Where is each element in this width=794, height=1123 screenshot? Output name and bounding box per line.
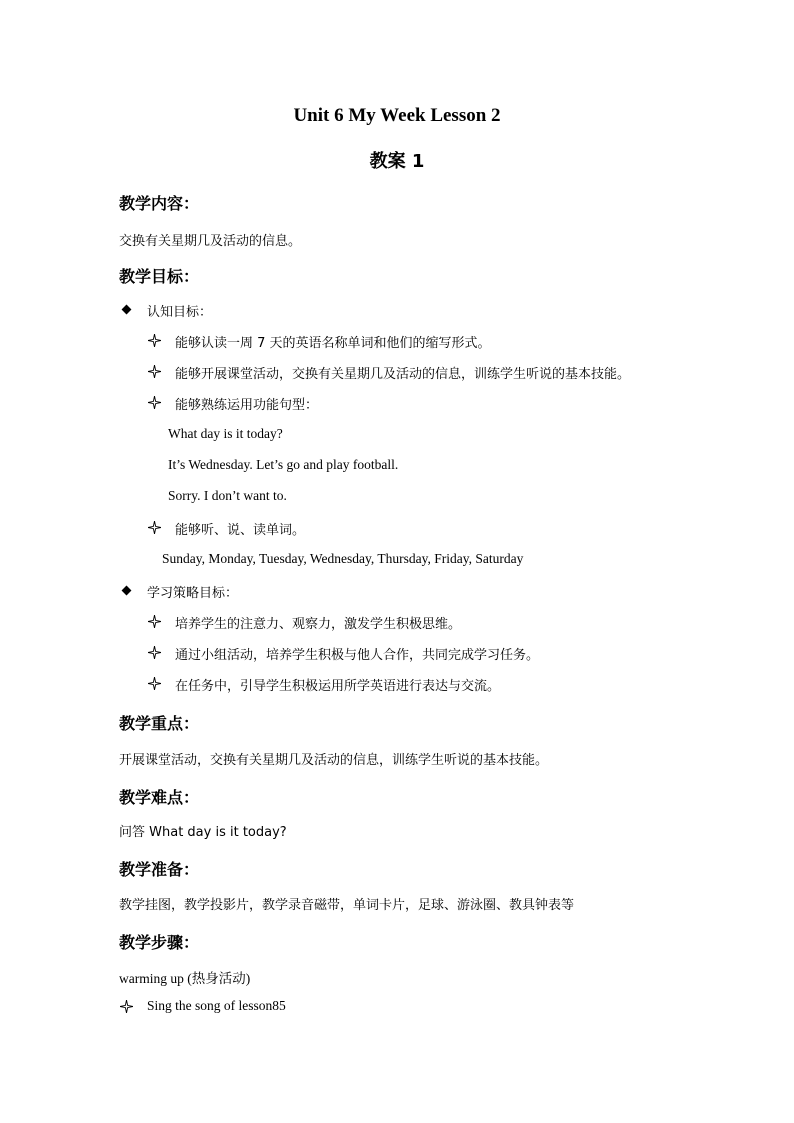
star-bullet-icon — [148, 521, 161, 534]
star-bullet-icon — [148, 365, 161, 378]
star-bullet-icon — [148, 677, 161, 690]
difficulties-text: 问答 What day is it today? — [119, 825, 287, 840]
sentence-pattern: It’s Wednesday. Let’s go and play football. — [168, 457, 399, 472]
strategy-item: 培养学生的注意力、观察力，激发学生积极思维。 — [175, 617, 462, 632]
diamond-bullet-icon — [122, 586, 132, 596]
cognitive-label: 认知目标： — [147, 305, 213, 320]
objectives-heading: 教学目标： — [119, 267, 200, 286]
diamond-bullet-icon — [122, 305, 132, 315]
steps-heading: 教学步骤： — [119, 933, 200, 952]
strategy-item: 通过小组活动，培养学生积极与他人合作，共同完成学习任务。 — [175, 648, 540, 663]
strategy-item: 在任务中，引导学生积极运用所学英语进行表达与交流。 — [175, 679, 501, 694]
sentence-pattern: What day is it today? — [168, 426, 283, 441]
star-bullet-icon — [120, 1000, 133, 1013]
sentence-pattern: Sorry. I don’t want to. — [168, 488, 287, 503]
cognitive-item: 能够熟练运用功能句型： — [175, 398, 319, 413]
star-bullet-icon — [148, 615, 161, 628]
star-bullet-icon — [148, 646, 161, 659]
star-bullet-icon — [148, 396, 161, 409]
cognitive-item: 能够认读一周 7 天的英语名称单词和他们的缩写形式。 — [175, 336, 491, 351]
document-subtitle: 教案 1 — [369, 151, 425, 172]
key-points-heading: 教学重点： — [119, 714, 200, 733]
step-item: Sing the song of lesson85 — [147, 998, 286, 1013]
difficulties-heading: 教学难点： — [119, 788, 200, 807]
key-points-text: 开展课堂活动，交换有关星期几及活动的信息，训练学生听说的基本技能。 — [119, 753, 549, 768]
document-title: Unit 6 My Week Lesson 2 — [293, 105, 501, 126]
cognitive-item: 能够开展课堂活动，交换有关星期几及活动的信息，训练学生听说的基本技能。 — [175, 367, 631, 382]
content-text: 交换有关星期几及活动的信息。 — [119, 234, 302, 249]
preparation-text: 教学挂图，教学投影片，教学录音磁带，单词卡片，足球、游泳圈、教具钟表等 — [119, 898, 575, 913]
warmup-text: warming up (热身活动) — [119, 971, 251, 986]
preparation-heading: 教学准备： — [119, 860, 200, 879]
days-list: Sunday, Monday, Tuesday, Wednesday, Thursday, Friday, Saturday — [162, 551, 524, 566]
star-bullet-icon — [148, 334, 161, 347]
strategy-label: 学习策略目标： — [147, 586, 239, 601]
cognitive-item: 能够听、说、读单词。 — [175, 523, 306, 538]
content-heading: 教学内容： — [119, 194, 200, 213]
